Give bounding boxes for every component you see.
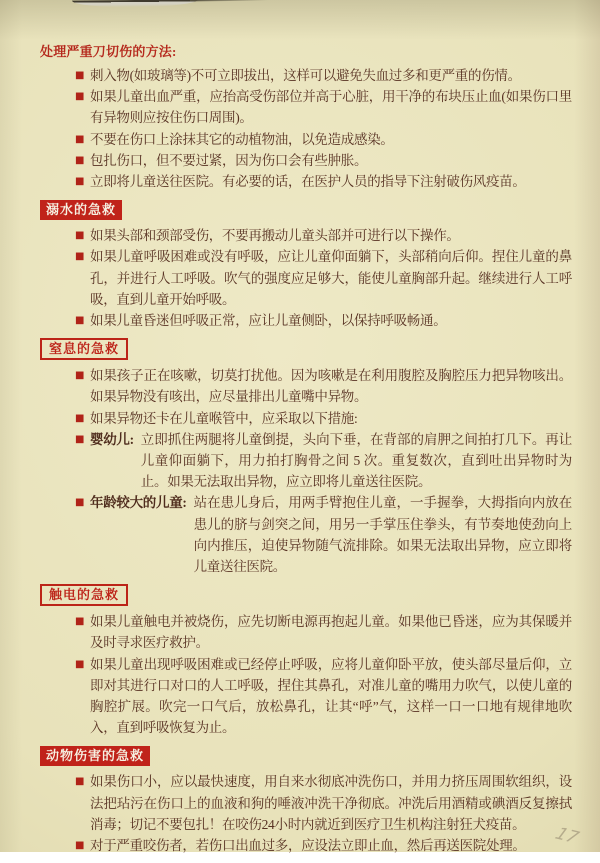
bullet-square-icon: ■ (75, 497, 85, 509)
bullet-text: 如果孩子正在咳嗽，切莫打扰他。因为咳嗽是在利用腹腔及胸腔压力把异物咳出。如果异物没有咳出，应尽量排出儿童嘴中异物。 (90, 368, 572, 405)
bullet-square-icon: ■ (75, 251, 85, 263)
list-item (40, 654, 572, 739)
bullet-square-icon: ■ (75, 412, 85, 424)
list-item (40, 835, 572, 856)
bullet-square-icon: ■ (75, 616, 85, 628)
bullet-text: 如果儿童出血严重，应抬高受伤部位并高于心脏，用干净的布块压止血(如果伤口里有异物则应按住伤口周围)。 (90, 89, 572, 126)
bullet-label: 婴幼儿: (90, 431, 134, 447)
list-item-older-child (40, 492, 572, 577)
page-content (40, 43, 572, 863)
bullet-square-icon: ■ (75, 315, 85, 327)
bullet-text: 如果儿童昏迷但呼吸正常，应让儿童侧卧，以保持呼吸畅通。 (90, 313, 447, 329)
list-item (40, 129, 572, 150)
bullet-text: 对于严重咬伤者，若伤口出血过多，应设法立即止血，然后再送医院处理。 (90, 838, 526, 854)
bullet-text: 立即抓住两腿将儿童倒提，头向下垂，在背部的肩胛之间拍打几下。再让儿童仰面躺下，用力拍打胸骨之间 5 次。重复数次，直到吐出异物时为止。如果无法取出异物，应立即将儿童送往医院。 (140, 431, 572, 490)
section-heading-choking: 窒息的急救 (40, 338, 128, 360)
bullet-square-icon: ■ (75, 776, 85, 788)
bullet-square-icon: ■ (75, 70, 85, 81)
bullet-text: 如果儿童出现呼吸困难或已经停止呼吸，应将儿童仰卧平放，使头部尽量后仰，立即对其进行口对口的人工呼吸，捏住其鼻孔，对准儿童的嘴用力吹气，以使儿童的胸腔扩展。吹完一口气后，放松鼻孔，让其“呼”气，这样一口一口地有规律地吹入，直到呼吸恢复为止。 (90, 656, 572, 736)
bullet-text: 包扎伤口，但不要过紧，因为伤口会有些肿胀。 (90, 152, 368, 168)
bullet-square-icon: ■ (75, 176, 85, 188)
list-item (40, 86, 572, 128)
list-item (40, 225, 572, 246)
bullet-square-icon: ■ (75, 133, 85, 145)
section-drowning (40, 199, 572, 331)
section-heading-electric-shock: 触电的急救 (40, 584, 128, 606)
bullet-label: 年龄较大的儿童: (90, 495, 187, 511)
bullet-text: 如果伤口小，应以最快速度，用自来水彻底冲洗伤口，并用力挤压周围软组织，设法把玷污在伤口上的血液和狗的唾液冲洗干净彻底。冲洗后用酒精或碘酒反复擦拭消毒；切记不要包扎！在咬伤24小时内就近到医疗卫生机构注射狂犬疫苗。 (90, 774, 572, 832)
bullet-text: 如果异物还卡在儿童喉管中，应采取以下措施: (90, 410, 358, 426)
list-item (40, 150, 572, 171)
section-electric-shock (40, 584, 572, 738)
section-heading-drowning: 溺水的急救 (40, 200, 122, 220)
bullet-square-icon: ■ (75, 433, 85, 445)
handwritten-page-mark: 17 (552, 824, 583, 848)
bullet-text: 立即将儿童送往医院。有必要的话，在医护人员的指导下注射破伤风疫苗。 (90, 174, 526, 190)
bullet-square-icon: ■ (75, 658, 85, 670)
list-item (40, 611, 572, 653)
list-item (40, 65, 572, 86)
section-knife-cuts (40, 43, 572, 192)
section-heading-knife-cuts: 处理严重刀切伤的方法: (40, 44, 177, 59)
bullet-square-icon: ■ (75, 370, 85, 382)
bullet-text: 如果儿童呼吸困难或没有呼吸，应让儿童仰面躺下，头部稍向后仰。捏住儿童的鼻孔，并进行人工呼吸。吹气的强度应足够大，能使儿童胸部升起。继续进行人工呼吸，直到儿童开始呼吸。 (90, 249, 572, 307)
section-heading-animal-injury: 动物伤害的急救 (40, 746, 150, 766)
page-edge-curl-artifact (72, 0, 198, 8)
list-item (40, 771, 572, 835)
list-item (40, 365, 572, 407)
bullet-square-icon: ■ (75, 840, 85, 852)
bullet-text: 如果儿童触电并被烧伤，应先切断电源再抱起儿童。如果他已昏迷，应为其保暖并及时寻求医疗救护。 (90, 614, 572, 651)
list-item (40, 171, 572, 192)
section-choking (40, 338, 572, 577)
list-item (40, 408, 572, 429)
bullet-text: 站在患儿身后，用两手臂抱住儿童，一手握拳，大拇指向内放在患儿的脐与剑突之间，用另一手掌压住拳头，有节奏地使劲向上向内推压，迫使异物随气流排除。如果无法取出异物，应立即将儿童送往医院。 (193, 495, 572, 575)
bullet-text: 刺入物(如玻璃等)不可立即拔出，这样可以避免失血过多和更严重的伤情。 (90, 68, 521, 83)
bullet-square-icon: ■ (75, 230, 85, 242)
list-item-infant (40, 429, 572, 493)
bullet-square-icon: ■ (75, 154, 85, 166)
bullet-text: 不要在伤口上涂抹其它的动植物油，以免造成感染。 (90, 131, 394, 147)
list-item (40, 310, 572, 331)
section-animal-injury (40, 745, 572, 856)
list-item (40, 246, 572, 310)
bullet-text: 如果头部和颈部受伤，不要再搬动儿童头部并可进行以下操作。 (90, 228, 460, 244)
bullet-square-icon: ■ (75, 91, 85, 103)
